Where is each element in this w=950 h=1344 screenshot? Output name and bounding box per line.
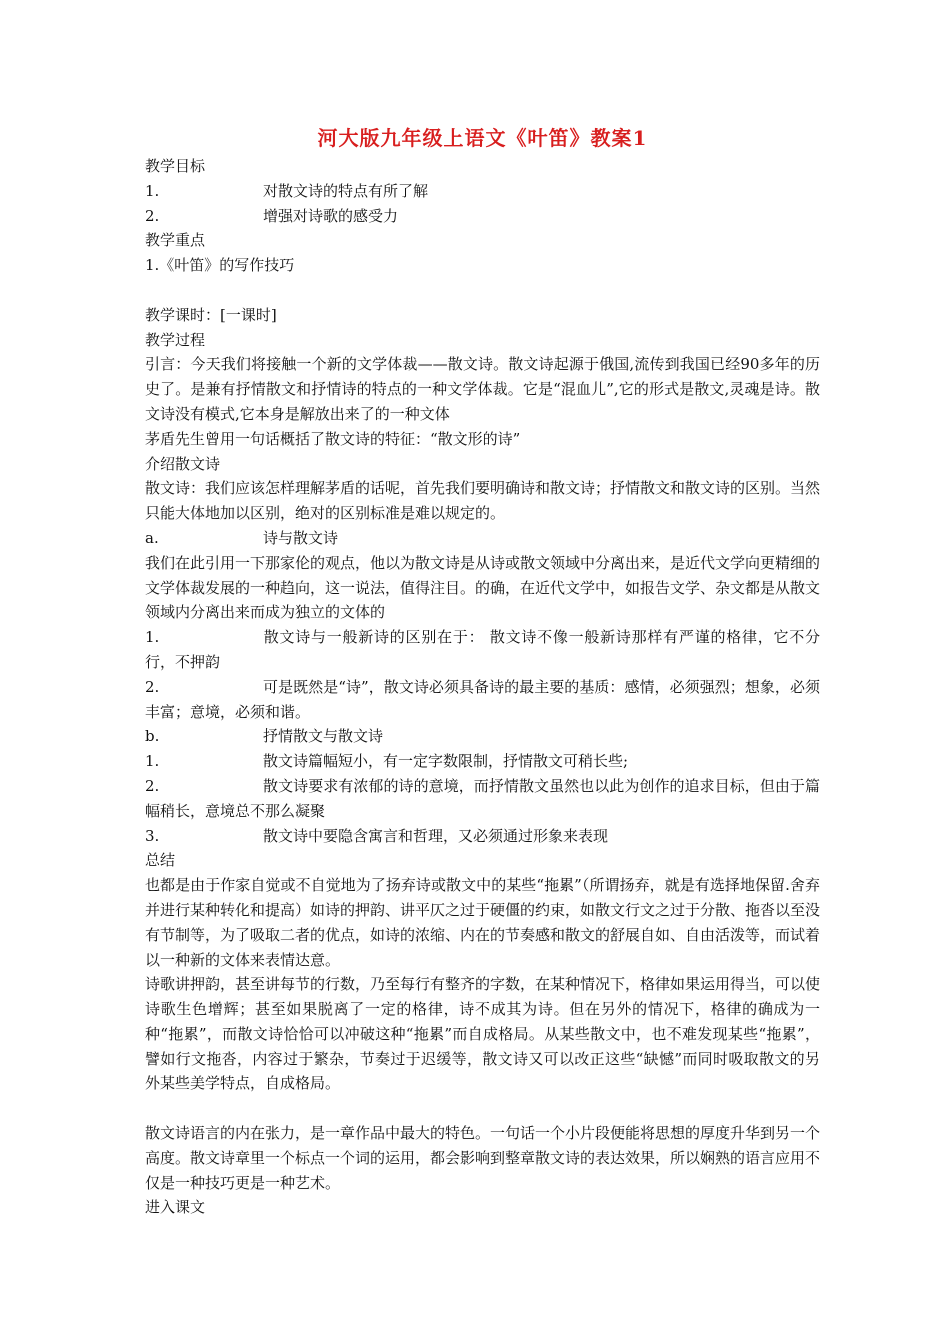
focus-item-1: 1.《叶笛》的写作技巧 — [145, 256, 295, 275]
summary-heading: 总结 — [145, 851, 176, 870]
section-a-item-2-number: 2. — [145, 677, 160, 696]
section-b — [145, 724, 820, 749]
section-a-item-2 — [145, 675, 820, 725]
section-b-item-1-number: 1. — [145, 752, 160, 771]
section-b-item-1 — [145, 749, 820, 774]
document-title: 河大版九年级上语文《叶笛》教案1 — [317, 126, 648, 150]
section-b-item-2 — [145, 774, 820, 824]
summary-paragraph-2: 诗歌讲押韵，甚至讲每节的行数，乃至每行有整齐的字数，在某种情况下，格律如果运用得当，可以使诗歌生色增辉；甚至如果脱离了一定的格律，诗不成其为诗。但在另外的情况下，格律的确成为一种“拖累”，而散文诗恰恰可以冲破这种“拖累”而自成格局。从某些散文中，也不难发现某些“拖累”，譬如行文拖沓，内容过于繁杂，节奏过于迟缓等，散文诗又可以改正这些“缺憾”而同时吸取散文的另外某些美学特点，自成格局。 — [145, 975, 821, 1093]
document-body — [145, 124, 820, 1220]
section-b-item-2-text: 散文诗要求有浓郁的诗的意境，而抒情散文虽然也以此为创作的追求目标，但由于篇幅稍长，意境总不那么凝聚 — [145, 776, 820, 820]
goal-1-text: 对散文诗的特点有所了解 — [263, 181, 429, 200]
section-b-title: 抒情散文与散文诗 — [263, 727, 384, 746]
focus-heading: 教学重点 — [145, 231, 206, 250]
section-b-item-2-number: 2. — [145, 776, 160, 795]
blank-line-2 — [145, 1096, 820, 1121]
introduce-heading: 介绍散文诗 — [145, 454, 221, 473]
goals-heading: 教学目标 — [145, 157, 206, 175]
goal-2-text: 增强对诗歌的感受力 — [263, 206, 399, 225]
section-a — [145, 526, 820, 551]
section-a-item-1-number: 1. — [145, 628, 160, 647]
blank-line — [145, 278, 820, 303]
section-a-item-1-text: 散文诗与一般新诗的区别在于： 散文诗不像一般新诗那样有严谨的格律，它不分行，不押韵 — [145, 628, 820, 671]
section-a-paragraph: 我们在此引用一下那家伦的观点，他以为散文诗是从诗或散文领域中分离出来，是近代文学向更精细的文学体裁发展的一种趋向，这一说法，值得注目。的确，在近代文学中，如报告文学、杂文都是从散文领域内分离出来而成为独立的文体的 — [145, 553, 821, 622]
section-b-item-3-text: 散文诗中要隐含寓言和哲理，又必须通过形象来表现 — [263, 826, 609, 845]
section-a-label: a. — [145, 528, 159, 547]
goal-2-number: 2. — [145, 206, 160, 225]
prose-poem-paragraph: 散文诗：我们应该怎样理解茅盾的话呢，首先我们要明确诗和散文诗；抒情散文和散文诗的区别。当然只能大体地加以区别，绝对的区别标准是难以规定的。 — [145, 479, 821, 523]
goal-item-2 — [145, 204, 820, 229]
section-b-item-1-text: 散文诗篇幅短小，有一定字数限制，抒情散文可稍长些; — [263, 752, 629, 771]
process-heading: 教学过程 — [145, 330, 206, 349]
maodun-quote: 茅盾先生曾用一句话概括了散文诗的特征：“散文形的诗” — [145, 429, 521, 448]
enter-text-heading: 进入课文 — [145, 1198, 206, 1217]
class-hours: 教学课时：[一课时] — [145, 305, 277, 324]
section-a-item-2-text: 可是既然是“诗”，散文诗必须具备诗的最主要的基质：感情，必须强烈；想象，必须丰富；意境，必须和谐。 — [145, 677, 820, 721]
section-b-item-3 — [145, 824, 820, 849]
section-a-item-1 — [145, 625, 820, 675]
summary-paragraph-1: 也都是由于作家自觉或不自觉地为了扬弃诗或散文中的某些“拖累”（所谓扬弃，就是有选择地保留.舍弃并进行某种转化和提高）如诗的押韵、讲平仄之过于硬僵的约束，如散文行文之过于分散、拖沓以至没有节制等，为了吸取二者的优点，如诗的浓缩、内在的节奏感和散文的舒展自如、自由活泼等，而试着以一种新的文体来表情达意。 — [145, 876, 821, 969]
section-b-label: b. — [145, 727, 160, 746]
goal-item-1 — [145, 179, 820, 204]
goal-1-number: 1. — [145, 181, 160, 200]
section-b-item-3-number: 3. — [145, 826, 160, 845]
section-a-title: 诗与散文诗 — [263, 528, 339, 547]
intro-paragraph: 引言：今天我们将接触一个新的文学体裁——散文诗。散文诗起源于俄国,流传到我国已经90多年的历史了。是兼有抒情散文和抒情诗的特点的一种文学体裁。它是“混血儿”,它的形式是散文,灵魂是诗。散文诗没有模式,它本身是解放出来了的一种文体 — [145, 355, 820, 423]
language-paragraph: 散文诗语言的内在张力，是一章作品中最大的特色。一句话一个小片段便能将思想的厚度升华到另一个高度。散文诗章里一个标点一个词的运用，都会影响到整章散文诗的表达效果，所以娴熟的语言应用不仅是一种技巧更是一种艺术。 — [145, 1124, 821, 1192]
